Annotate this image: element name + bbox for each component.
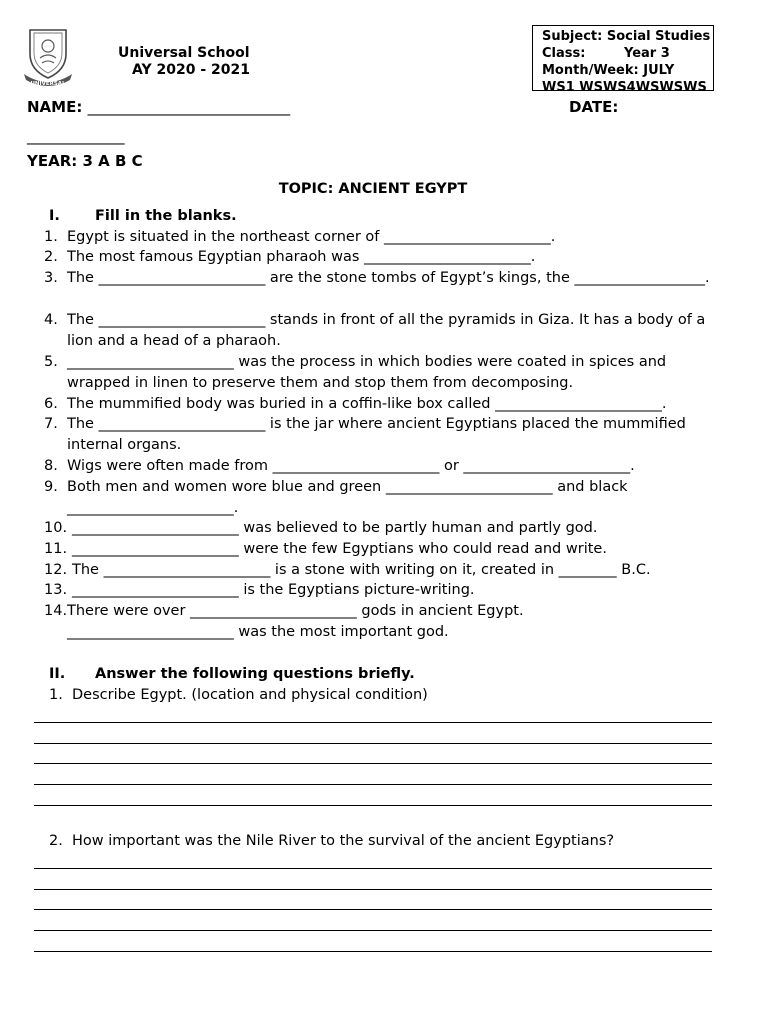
question-item [44, 268, 724, 289]
question-number: 2. [44, 249, 58, 265]
question-number: 7. [44, 416, 58, 432]
question-number: 6. [44, 396, 58, 412]
section-1-heading [49, 206, 237, 227]
answer-line[interactable] [34, 930, 712, 931]
answer-line[interactable] [34, 743, 712, 744]
question-item [44, 394, 724, 415]
answer-line[interactable] [34, 805, 712, 806]
question-number: 1. [44, 229, 58, 245]
info-row-month-week [542, 62, 713, 79]
info-value: JULY [643, 63, 675, 78]
answer-line[interactable] [34, 722, 712, 723]
question-item [44, 580, 724, 601]
answer-line[interactable] [34, 784, 712, 785]
question-number: 5. [44, 354, 58, 370]
date-blank[interactable]: _____________ [27, 127, 125, 145]
question-text[interactable]: _______________________ were the few Egyptians who could read and write. [72, 541, 607, 557]
academic-year: AY 2020 - 2021 [132, 62, 250, 78]
question-number: 8. [44, 458, 58, 474]
info-value: Year 3 [624, 46, 670, 61]
section-number: II. [49, 666, 66, 682]
question-item [44, 601, 584, 643]
name-label: NAME: [27, 98, 83, 116]
question-number: 2. [49, 833, 63, 849]
section-title: Fill in the blanks. [95, 208, 237, 224]
info-row-weeks [542, 79, 713, 91]
question-number: 12. [44, 562, 68, 578]
question-text[interactable]: The most famous Egyptian pharaoh was _______________________. [67, 249, 536, 265]
section-2-heading [49, 664, 415, 685]
question-number: 1. [49, 687, 63, 703]
question-number: 9. [44, 479, 58, 495]
school-crest-logo [22, 24, 74, 90]
question-item [44, 310, 724, 352]
question-text: Describe Egypt. (location and physical condition) [72, 687, 428, 703]
question-item [44, 247, 724, 268]
answer-line[interactable] [34, 909, 712, 910]
school-name: Universal School [118, 45, 250, 61]
topic-title: TOPIC: ANCIENT EGYPT [278, 181, 468, 197]
answer-line[interactable] [34, 868, 712, 869]
question-number: 3. [44, 270, 58, 286]
question-number: 14. [44, 603, 68, 619]
question-item [44, 539, 724, 560]
info-row-class [542, 45, 713, 62]
info-value: WS1 WSWS4WSWSWS [542, 80, 707, 91]
question-text[interactable]: The _______________________ are the stone tombs of Egypt’s kings, the __________________. [67, 270, 710, 286]
section-title: Answer the following questions briefly. [95, 666, 415, 682]
question-item [49, 685, 428, 706]
question-item [44, 352, 724, 394]
question-text: How important was the Nile River to the survival of the ancient Egyptians? [72, 833, 615, 849]
answer-line[interactable] [34, 889, 712, 890]
answer-line[interactable] [34, 951, 712, 952]
question-text[interactable]: Wigs were often made from _______________________ or _______________________. [67, 458, 635, 474]
question-text[interactable]: _______________________ was the process in which bodies were coated in spices and wrapped in linen to preserve them and stop them from decomposing. [67, 354, 667, 391]
question-item [44, 518, 724, 539]
question-number: 13. [44, 582, 68, 598]
question-text[interactable]: The _______________________ is a stone with writing on it, created in ________ B.C. [72, 562, 651, 578]
question-text[interactable]: _______________________ is the Egyptians picture-writing. [72, 582, 475, 598]
question-number: 4. [44, 312, 58, 328]
question-number: 11. [44, 541, 68, 557]
name-field[interactable] [27, 97, 290, 118]
question-text[interactable]: The mummified body was buried in a coffin-like box called _______________________. [67, 396, 667, 412]
name-blank[interactable]: ___________________________ [87, 98, 291, 116]
question-item [44, 560, 724, 581]
info-row-subject [542, 28, 713, 45]
question-text[interactable]: There were over _______________________ gods in ancient Egypt. _______________________ was the most important god. [67, 603, 524, 640]
question-text[interactable]: _______________________ was believed to be partly human and partly god. [72, 520, 598, 536]
section-number: I. [49, 208, 60, 224]
info-label: Subject: [542, 29, 603, 44]
info-value: Social Studies [606, 29, 711, 44]
question-text[interactable]: The _______________________ is the jar where ancient Egyptians placed the mummified internal organs. [67, 416, 686, 453]
logo-text: UNIVERSAL [30, 81, 66, 88]
date-label: DATE: [569, 98, 619, 116]
info-label: Class: [542, 46, 586, 61]
question-item [44, 477, 724, 519]
question-item [44, 414, 724, 456]
question-item [44, 456, 724, 477]
year-label: YEAR: 3 A B C [27, 152, 143, 170]
question-item [49, 831, 614, 852]
question-number: 10. [44, 520, 68, 536]
info-label: Month/Week: [542, 63, 639, 78]
answer-line[interactable] [34, 763, 712, 764]
question-text[interactable]: Egypt is situated in the northeast corner of _______________________. [67, 229, 556, 245]
question-text[interactable]: Both men and women wore blue and green _______________________ and black _______________________. [67, 479, 628, 516]
subject-info-box [532, 25, 714, 91]
question-text[interactable]: The _______________________ stands in front of all the pyramids in Giza. It has a body of a lion and a head of a pharaoh. [67, 312, 706, 349]
question-item [44, 227, 724, 248]
